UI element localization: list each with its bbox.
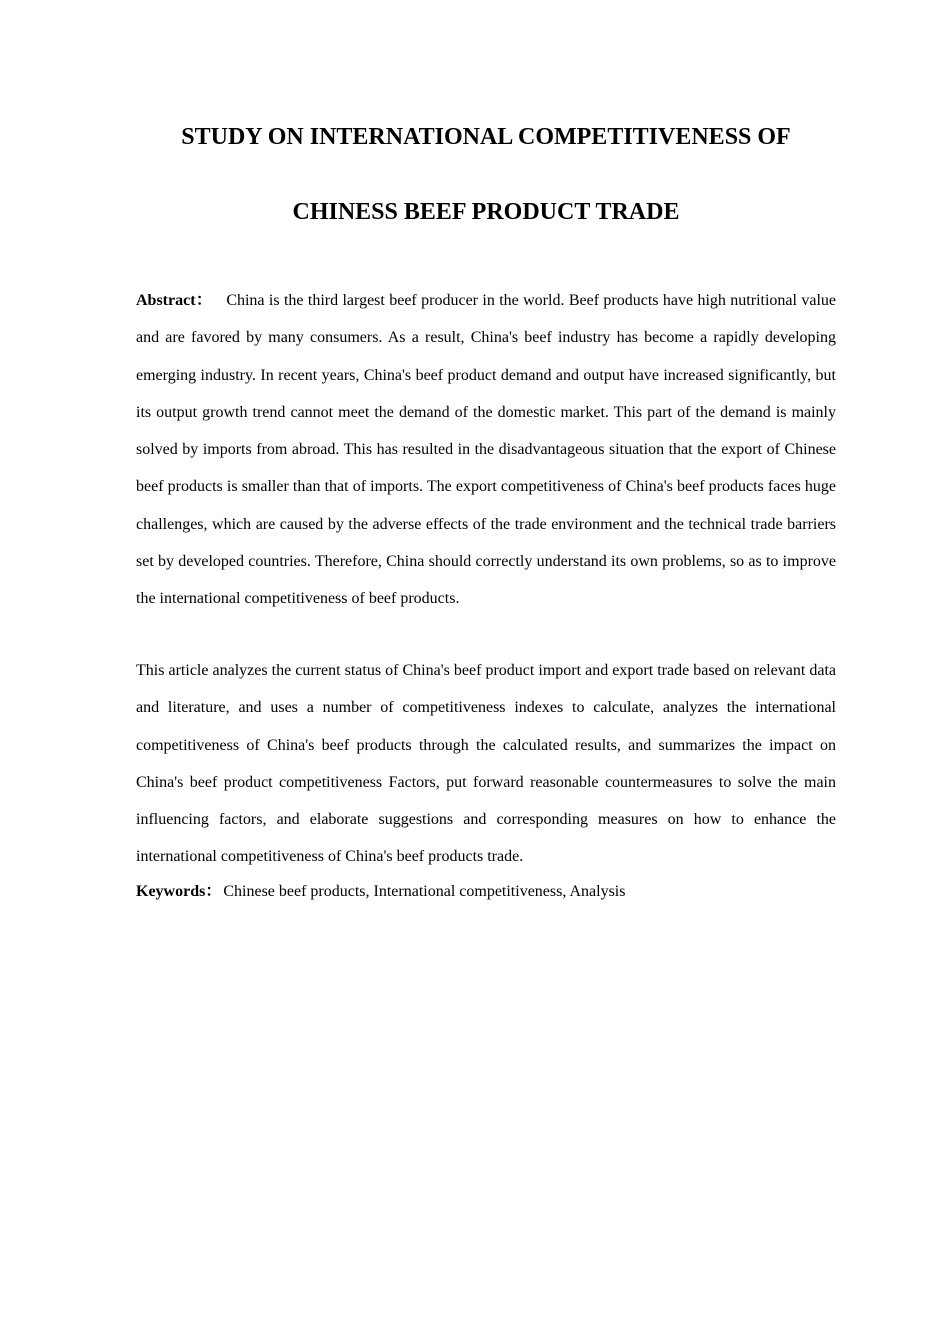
abstract-paragraph: [136, 282, 836, 618]
abstract-text: China is the third largest beef producer in the world. Beef products have high nutritional value and are favored by many consumers. As a result, China's beef industry has become a rapidly developing emerging industry. In recent years, China's beef product demand and output have increased significantly, but its output growth trend cannot meet the demand of the domestic market. This part of the demand is mainly solved by imports from abroad. This has resulted in the disadvantageous situation that the export of Chinese beef products is smaller than that of imports. The export competitiveness of China's beef products faces huge challenges, which are caused by the adverse effects of the trade environment and the technical trade barriers set by developed countries. Therefore, China should correctly understand its own problems, so as to improve the international competitiveness of beef products.: [136, 292, 836, 608]
abstract-separator: ：: [195, 292, 213, 309]
keywords-separator: ：: [205, 883, 222, 900]
title-line-1: STUDY ON INTERNATIONAL COMPETITIVENESS OF: [181, 124, 791, 150]
keywords-line: [136, 880, 836, 904]
abstract-label: Abstract: [136, 292, 196, 309]
title-line-2: CHINESS BEEF PRODUCT TRADE: [292, 199, 680, 225]
keywords-text: Chinese beef products, International competitiveness, Analysis: [223, 883, 626, 900]
analysis-paragraph: This article analyzes the current status of China's beef product import and export trade based on relevant data and literature, and uses a number of competitiveness indexes to calculate, analyzes the international competitiveness of China's beef products through the calculated results, and summarizes the impact on China's beef product competitiveness Factors, put forward reasonable countermeasures to solve the main influencing factors, and elaborate suggestions and corresponding measures on how to enhance the international competitiveness of China's beef products trade.: [136, 662, 836, 866]
keywords-label: Keywords: [136, 883, 206, 900]
